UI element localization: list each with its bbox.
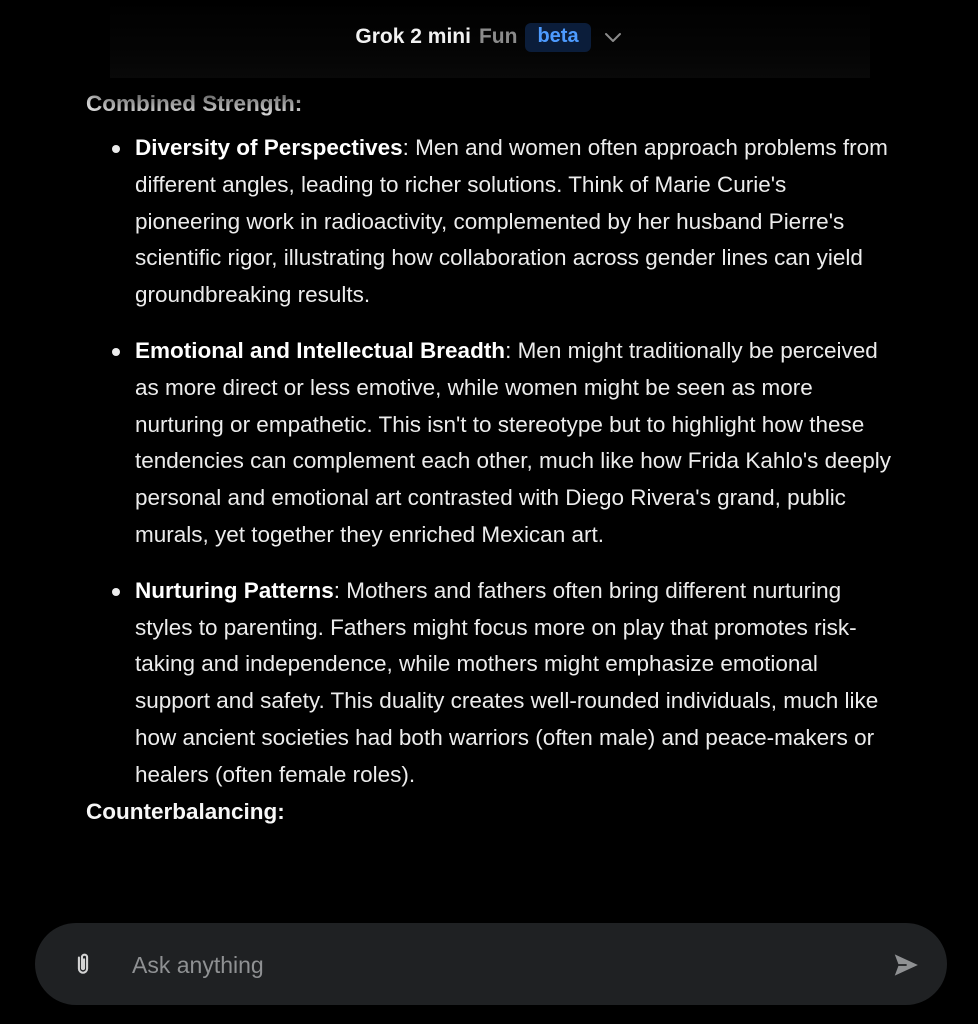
list-item — [86, 573, 896, 794]
point-term: Diversity of Perspectives — [135, 135, 403, 160]
attach-button[interactable] — [67, 948, 99, 980]
point-text: : Men and women often approach problems from different angles, leading to richer solutions. Think of Marie Curie's pioneering work in radioactivity, complemented by her husband Pierre's scientific rigor, illustrating how collaboration across gender lines can yield groundbreaking results. — [135, 135, 888, 308]
list-item — [86, 130, 896, 314]
bullet-list — [86, 130, 896, 794]
chat-composer — [35, 923, 947, 1005]
ask-input[interactable] — [130, 943, 854, 987]
section-heading-counterbalancing: Counterbalancing: — [86, 798, 285, 824]
point-text: : Mothers and fathers often bring different nurturing styles to parenting. Fathers might focus more on play that promotes risk-taking and independence, while mothers might emphasize emotional support and safety. This duality creates well-rounded individuals, much like how ancient societies had both warriors (often male) and peace-makers or healers (often female roles). — [135, 577, 879, 787]
model-mode: Fun — [478, 25, 518, 48]
send-button[interactable] — [889, 948, 923, 982]
list-item — [86, 333, 896, 554]
assistant-message — [86, 86, 896, 830]
point-text: : Men might traditionally be perceived as more direct or less emotive, while women might be seen as more nurturing or empathetic. This isn't to stereotype but to highlight how these tendencies can complement each other, much like how Frida Kahlo's deeply personal and emotional art contrasted with Diego Rivera's grand, public murals, yet together they enriched Mexican art. — [135, 337, 891, 547]
chevron-down-icon[interactable] — [603, 27, 623, 47]
paperclip-icon — [69, 950, 97, 978]
section-heading-combined-strength: Combined Strength: — [86, 91, 303, 116]
send-icon — [891, 950, 921, 980]
model-name: Grok 2 mini — [355, 25, 471, 48]
beta-badge: beta — [525, 23, 590, 52]
point-term: Nurturing Patterns — [135, 577, 334, 603]
model-selector[interactable] — [345, 19, 632, 56]
top-bar — [0, 0, 978, 78]
point-term: Emotional and Intellectual Breadth — [135, 337, 506, 363]
